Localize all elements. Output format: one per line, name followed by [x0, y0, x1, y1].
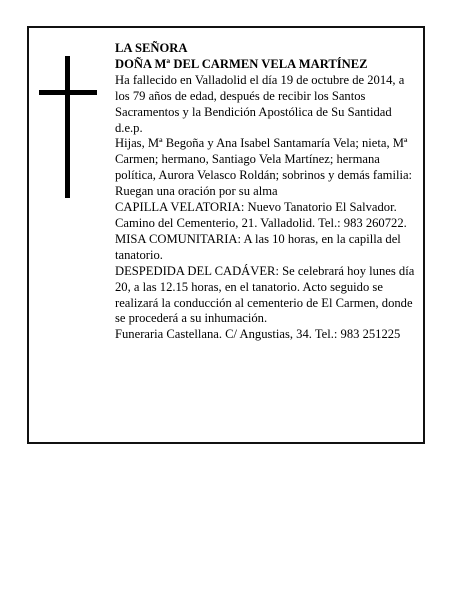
cross-vertical-bar [65, 56, 70, 198]
family-list: Hijas, Mª Begoña y Ana Isabel Santamaría Vela; nieta, Mª Carmen; hermano, Santiago Vela Martínez; hermana política, Aurora Velasco Roldán; sobrinos y demás familia: [115, 136, 413, 183]
farewell-info: DESPEDIDA DEL CADÁVER: Se celebrará hoy lunes día 20, a las 12.15 horas, en el tanatorio. Acto seguido se realizará la conducción al cementerio de El Carmen, donde se procederá a su inhumación. [115, 263, 415, 326]
cross-horizontal-bar [39, 90, 97, 95]
deceased-name: DOÑA Mª DEL CARMEN VELA MARTÍNEZ [115, 56, 368, 71]
funeral-home-info: Funeraria Castellana. C/ Angustias, 34. Tel.: 983 251225 [115, 327, 401, 342]
cross-icon [39, 56, 97, 198]
death-announcement: Ha fallecido en Valladolid el día 19 de octubre de 2014, a los 79 años de edad, después de recibir los Santos Sacramentos y la Bendición Apostólica de Su Santidad d.e.p. [115, 72, 405, 135]
prayer-request: Ruegan una oración por su alma [115, 184, 278, 199]
notice-text [115, 41, 421, 343]
honorific: LA SEÑORA [115, 41, 188, 55]
obituary-notice [27, 26, 425, 444]
chapel-info: CAPILLA VELATORIA: Nuevo Tanatorio El Salvador. Camino del Cementerio, 21. Valladolid. Tel.: 983 260722. MISA COMUNITARIA: A las 10 horas, en la capilla del tanatorio. [115, 200, 407, 262]
